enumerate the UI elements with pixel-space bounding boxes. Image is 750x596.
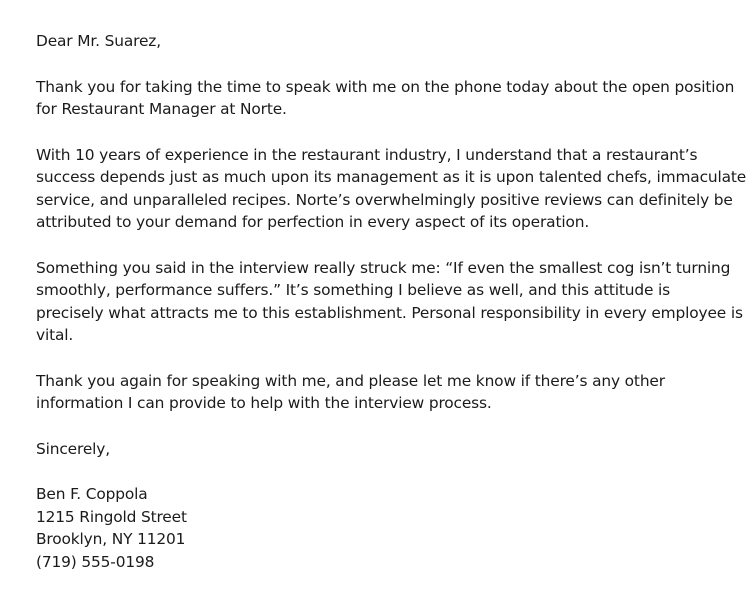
salutation-text: Dear Mr. Suarez, [36, 32, 161, 50]
signature-city: Brooklyn, NY 11201 [36, 530, 186, 548]
signature-street: 1215 Ringold Street [36, 507, 187, 526]
signature-phone: (719) 555-0198 [36, 552, 155, 571]
paragraph-3-line: precisely what attracts me to this establishment. Personal responsibility in every employee is [36, 303, 743, 322]
closing [36, 438, 726, 461]
paragraph-3 [36, 257, 743, 347]
paragraph-4-line: Thank you again for speaking with me, and please let me know if there’s any other [36, 371, 665, 390]
paragraph-2-line: success depends just as much upon its management as it is upon talented chefs, immaculate [36, 168, 747, 186]
paragraph-3-line: smoothly, performance suffers.” It’s something I believe as well, and this attitude is [36, 281, 671, 299]
salutation [36, 30, 726, 53]
paragraph-1-line: Thank you for taking the time to speak with me on the phone today about the open position [36, 77, 735, 96]
paragraph-3-line: Something you said in the interview really struck me: “If even the smallest cog isn’t turning [36, 258, 731, 277]
paragraph-2 [36, 144, 747, 234]
closing-text: Sincerely, [36, 439, 110, 458]
paragraph-4-line: information I can provide to help with the interview process. [36, 394, 492, 412]
paragraph-1-line: for Restaurant Manager at Norte. [36, 100, 287, 118]
paragraph-2-line: service, and unparalleled recipes. Norte’s overwhelmingly positive reviews can definitely be [36, 190, 733, 209]
signature-name: Ben F. Coppola [36, 485, 148, 503]
paragraph-2-line: attributed to your demand for perfection in every aspect of its operation. [36, 213, 590, 231]
paragraph-1 [36, 76, 735, 121]
paragraph-4 [36, 370, 726, 415]
paragraph-3-line: vital. [36, 326, 74, 344]
paragraph-2-line: With 10 years of experience in the restaurant industry, I understand that a restaurant’s [36, 145, 698, 164]
letter [36, 30, 747, 596]
signature-block [36, 483, 726, 573]
